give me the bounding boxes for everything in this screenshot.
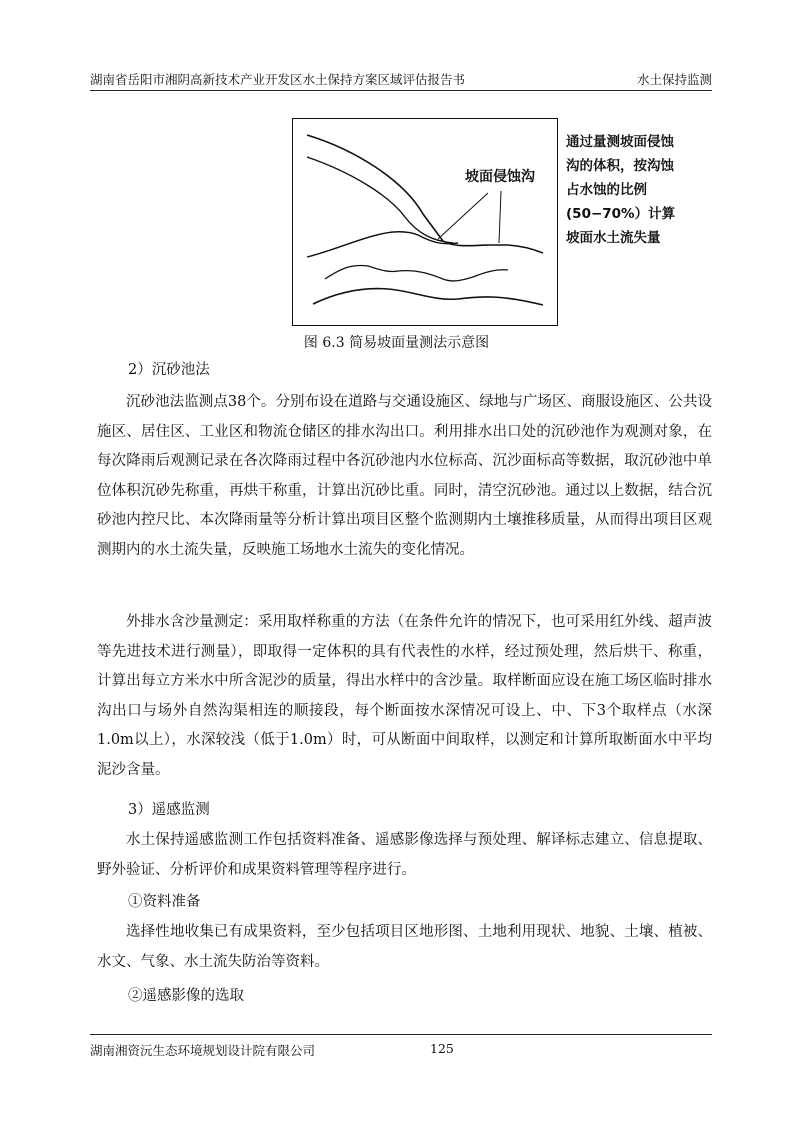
page-header — [90, 70, 712, 91]
section-3-paragraph-1: 水土保持遥感监测工作包括资料准备、遥感影像选择与预处理、解译标志建立、信息提取、野外验证、分析评价和成果资料管理等程序进行。 — [97, 832, 712, 878]
section-3-paragraph-2: 选择性地收集已有成果资料，至少包括项目区地形图、土地利用现状、地貌、土壤、植被、水文、气象、水土流失防治等资料。 — [97, 924, 712, 970]
section-3-item-2: ②遥感影像的选取 — [128, 988, 244, 1004]
section-3-item-1: ①资料准备 — [128, 894, 201, 910]
pointer-line-left — [438, 193, 488, 239]
slope-erosion-diagram — [293, 119, 559, 327]
header-section: 水土保持监测 — [636, 72, 712, 87]
figure-label: 坡面侵蚀沟 — [465, 169, 535, 185]
middle-slope-line — [325, 265, 508, 280]
pointer-line-right — [499, 191, 501, 243]
erosion-line-b — [307, 232, 458, 257]
page-number: 125 — [430, 1041, 454, 1056]
figure-note: 通过量测坡面侵蚀沟的体积，按沟蚀占水蚀的比例(50−70%）计算坡面水土流失量 — [566, 134, 676, 246]
section-2-paragraph-2: 外排水含沙量测定：采用取样称重的方法（在条件允许的情况下，也可采用红外线、超声波等先进技术进行测量），即取得一定体积的具有代表性的水样，经过预处理，然后烘干、称重，计算出每立方米水中所含泥沙的质量，得出水样中的含沙量。取样断面应设在施工场区临时排水沟出口与场外自然沟渠相连的顺接段，每个断面按水深情况可设上、中、下3个取样点（水深1.0m以上），水深较浅（低于1.0m）时，可从断面中间取样，以测定和计算所取断面水中平均泥沙含量。 — [97, 614, 712, 778]
figure-caption: 图 6.3 简易坡面量测法示意图 — [303, 335, 490, 351]
lower-slope-line — [313, 289, 543, 305]
footer-org: 湖南湘资沅生态环境规划设计院有限公司 — [90, 1043, 316, 1058]
section-2-heading: 2）沉砂池法 — [128, 362, 210, 378]
header-title: 湖南省岳阳市湘阴高新技术产业开发区水土保持方案区域评估报告书 — [90, 72, 466, 87]
slope-erosion-figure — [292, 118, 558, 326]
page-footer — [90, 1034, 712, 1059]
section-2-paragraph-1: 沉砂池法监测点38个。分别布设在道路与交通设施区、绿地与广场区、商服设施区、公共设施区、居住区、工业区和物流仓储区的排水沟出口。利用排水出口处的沉砂池作为观测对象，在每次降雨后观测记录在各次降雨过程中各沉砂池内水位标高、沉沙面标高等数据，取沉砂池中单位体积沉砂先称重，再烘干称重，计算出沉砂比重。同时，清空沉砂池。通过以上数据，结合沉砂池内控尺比、本次降雨量等分析计算出项目区整个监测期内土壤推移质量，从而得出项目区观测期内的水土流失量，反映施工场地水土流失的变化情况。 — [97, 394, 712, 558]
section-3-heading: 3）遥感监测 — [128, 802, 210, 818]
